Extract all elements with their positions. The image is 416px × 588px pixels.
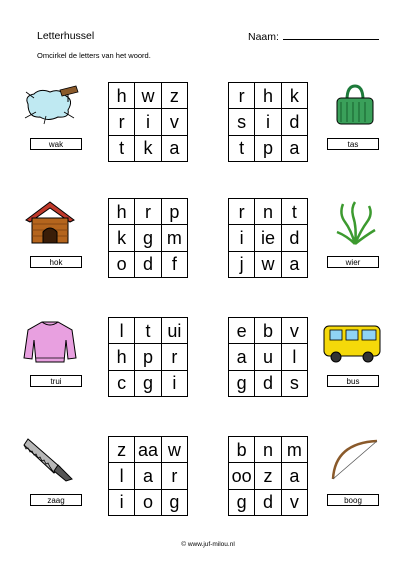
letter-grid [108, 317, 188, 397]
letter-cell[interactable]: b [255, 318, 281, 344]
letter-cell[interactable]: v [282, 318, 308, 344]
letter-cell[interactable]: i [162, 371, 188, 397]
letter-grid [228, 317, 308, 397]
name-field [248, 30, 379, 43]
letter-cell[interactable]: aa [135, 437, 161, 463]
letter-grid [108, 198, 188, 278]
letter-cell[interactable]: e [229, 318, 255, 344]
letter-cell[interactable]: m [282, 437, 308, 463]
word-label: trui [30, 375, 82, 387]
bow-icon [325, 437, 385, 482]
letter-cell[interactable]: a [162, 136, 188, 162]
letter-cell[interactable]: r [109, 109, 135, 135]
letter-cell[interactable]: a [282, 463, 308, 489]
letter-cell[interactable]: oo [229, 463, 255, 489]
letter-cell[interactable]: p [162, 199, 188, 225]
letter-cell[interactable]: g [229, 490, 255, 516]
instruction: Omcirkel de letters van het woord. [37, 51, 151, 60]
letter-cell[interactable]: l [109, 463, 135, 489]
letter-cell[interactable]: i [229, 225, 255, 251]
letter-cell[interactable]: v [282, 490, 308, 516]
letter-cell[interactable]: h [255, 83, 281, 109]
letter-cell[interactable]: g [162, 490, 188, 516]
letter-cell[interactable]: ie [255, 225, 281, 251]
name-label: Naam: [248, 31, 279, 43]
letter-grid [228, 198, 308, 278]
letter-cell[interactable]: t [109, 136, 135, 162]
letter-cell[interactable]: o [109, 252, 135, 278]
letter-grid [228, 82, 308, 162]
letter-cell[interactable]: g [135, 371, 161, 397]
letter-cell[interactable]: r [229, 83, 255, 109]
bag-icon [325, 82, 385, 127]
letter-cell[interactable]: d [135, 252, 161, 278]
letter-grid [108, 436, 188, 516]
letter-cell[interactable]: t [229, 136, 255, 162]
letter-cell[interactable]: h [109, 199, 135, 225]
letter-cell[interactable]: g [229, 371, 255, 397]
ice-hole-icon [20, 82, 80, 127]
word-label: hok [30, 256, 82, 268]
saw-icon [20, 437, 80, 482]
letter-cell[interactable]: r [162, 344, 188, 370]
letter-cell[interactable]: k [282, 83, 308, 109]
letter-cell[interactable]: d [282, 109, 308, 135]
letter-cell[interactable]: f [162, 252, 188, 278]
footer-credit: © www.juf-milou.nl [181, 541, 235, 548]
letter-cell[interactable]: b [229, 437, 255, 463]
letter-cell[interactable]: s [282, 371, 308, 397]
word-label: zaag [30, 494, 82, 506]
letter-cell[interactable]: a [135, 463, 161, 489]
letter-cell[interactable]: t [282, 199, 308, 225]
letter-cell[interactable]: z [162, 83, 188, 109]
letter-cell[interactable]: k [109, 225, 135, 251]
letter-cell[interactable]: a [282, 136, 308, 162]
letter-cell[interactable]: p [135, 344, 161, 370]
letter-cell[interactable]: a [229, 344, 255, 370]
letter-cell[interactable]: z [255, 463, 281, 489]
sweater-icon [20, 318, 80, 363]
letter-cell[interactable]: l [109, 318, 135, 344]
letter-cell[interactable]: i [135, 109, 161, 135]
letter-cell[interactable]: w [255, 252, 281, 278]
letter-cell[interactable]: d [255, 371, 281, 397]
letter-cell[interactable]: i [255, 109, 281, 135]
letter-cell[interactable]: l [282, 344, 308, 370]
letter-cell[interactable]: i [109, 490, 135, 516]
letter-cell[interactable]: z [109, 437, 135, 463]
letter-cell[interactable]: c [109, 371, 135, 397]
letter-cell[interactable]: o [135, 490, 161, 516]
letter-cell[interactable]: k [135, 136, 161, 162]
letter-cell[interactable]: w [162, 437, 188, 463]
letter-cell[interactable]: p [255, 136, 281, 162]
word-label: bus [327, 375, 379, 387]
letter-grid [108, 82, 188, 162]
letter-cell[interactable]: r [135, 199, 161, 225]
letter-cell[interactable]: s [229, 109, 255, 135]
word-label: wier [327, 256, 379, 268]
letter-cell[interactable]: h [109, 344, 135, 370]
letter-cell[interactable]: g [135, 225, 161, 251]
letter-cell[interactable]: h [109, 83, 135, 109]
page-title: Letterhussel [37, 30, 95, 42]
letter-cell[interactable]: ui [162, 318, 188, 344]
name-line [283, 30, 379, 40]
letter-cell[interactable]: d [255, 490, 281, 516]
letter-cell[interactable]: r [229, 199, 255, 225]
letter-cell[interactable]: n [255, 199, 281, 225]
letter-cell[interactable]: w [135, 83, 161, 109]
bus-icon [322, 320, 382, 365]
letter-cell[interactable]: a [282, 252, 308, 278]
seaweed-icon [325, 200, 385, 245]
letter-cell[interactable]: n [255, 437, 281, 463]
letter-cell[interactable]: d [282, 225, 308, 251]
letter-cell[interactable]: r [162, 463, 188, 489]
word-label: tas [327, 138, 379, 150]
word-label: boog [327, 494, 379, 506]
letter-grid [228, 436, 308, 516]
letter-cell[interactable]: j [229, 252, 255, 278]
letter-cell[interactable]: v [162, 109, 188, 135]
doghouse-icon [20, 200, 80, 245]
letter-cell[interactable]: u [255, 344, 281, 370]
letter-cell[interactable]: t [135, 318, 161, 344]
word-label: wak [30, 138, 82, 150]
letter-cell[interactable]: m [162, 225, 188, 251]
